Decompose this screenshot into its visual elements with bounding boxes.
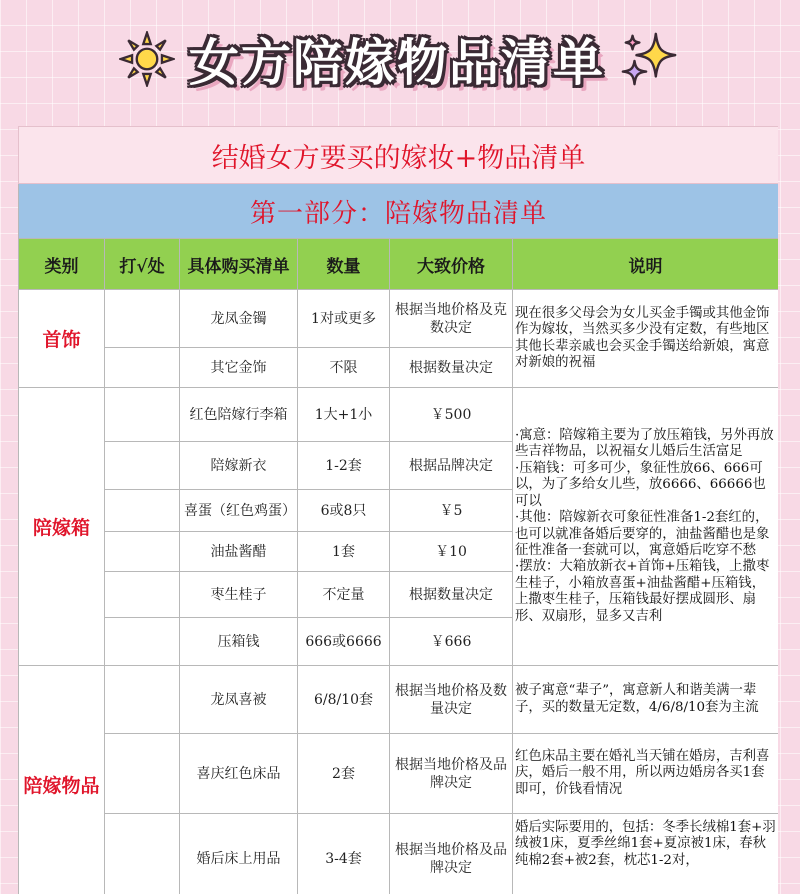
item-price: ￥5 <box>390 490 513 532</box>
check-cell[interactable] <box>105 666 180 734</box>
check-cell[interactable] <box>105 490 180 532</box>
check-cell[interactable] <box>105 734 180 814</box>
item-quantity: 不定量 <box>298 572 390 618</box>
check-cell[interactable] <box>105 572 180 618</box>
sun-icon <box>119 31 175 87</box>
dowry-table <box>18 126 778 894</box>
item-quantity: 1-2套 <box>298 442 390 490</box>
item-quantity: 6/8/10套 <box>298 666 390 734</box>
item-quantity: 2套 <box>298 734 390 814</box>
item-quantity: 1对或更多 <box>298 290 390 348</box>
dowry-list-card <box>18 126 778 894</box>
column-header-notes: 说明 <box>513 239 779 290</box>
item-quantity: 6或8只 <box>298 490 390 532</box>
table-row <box>19 666 779 734</box>
column-header-check: 打√处 <box>105 239 180 290</box>
table-row <box>19 814 779 894</box>
item-price: 根据当地价格及数量决定 <box>390 666 513 734</box>
item-quantity: 3-4套 <box>298 814 390 894</box>
item-name: 红色陪嫁行李箱 <box>180 388 298 442</box>
category-dowry-items: 陪嫁物品 <box>19 666 105 894</box>
item-price: ￥10 <box>390 532 513 572</box>
table-row <box>19 734 779 814</box>
item-name: 压箱钱 <box>180 618 298 666</box>
check-cell[interactable] <box>105 348 180 388</box>
item-quantity: 1大+1小 <box>298 388 390 442</box>
note-bedding-red: 红色床品主要在婚礼当天铺在婚房，吉利喜庆，婚后一般不用，所以两边婚房各买1套即可，价钱看情况 <box>513 734 779 814</box>
item-price: 根据数量决定 <box>390 348 513 388</box>
category-jewelry: 首饰 <box>19 290 105 388</box>
item-name: 枣生桂子 <box>180 572 298 618</box>
item-price: 根据当地价格及品牌决定 <box>390 814 513 894</box>
check-cell[interactable] <box>105 442 180 490</box>
item-name: 陪嫁新衣 <box>180 442 298 490</box>
column-header-category: 类别 <box>19 239 105 290</box>
column-header-price: 大致价格 <box>390 239 513 290</box>
note-dowry-box: ·寓意：陪嫁箱主要为了放压箱钱，另外再放些吉祥物品，以祝福女儿婚后生活富足 ·压箱钱：可多可少，象征性放66、666可以，为了多给女儿些，放6666、66666也可以 ·其他：陪嫁新衣可象征性准备1-2套红的，也可以就准备婚后要穿的，油盐酱醋也是象征性准备一套就可以，寓意婚后吃穿不愁 ·摆放：大箱放新衣+首饰+压箱钱，上撒枣生桂子，小箱放喜蛋+油盐酱醋+压箱钱，上撒枣生桂子，压箱钱最好摆成圆形、扇形、双扇形，显多又吉利 <box>513 388 779 666</box>
page-title: 女方陪嫁物品清单 <box>189 34 605 92</box>
item-price: 根据当地价格及克数决定 <box>390 290 513 348</box>
item-quantity: 1套 <box>298 532 390 572</box>
item-name: 其它金饰 <box>180 348 298 388</box>
check-cell[interactable] <box>105 388 180 442</box>
item-quantity: 666或6666 <box>298 618 390 666</box>
item-price: 根据数量决定 <box>390 572 513 618</box>
check-cell[interactable] <box>105 618 180 666</box>
table-row <box>19 290 779 348</box>
item-name: 婚后床上用品 <box>180 814 298 894</box>
check-cell[interactable] <box>105 290 180 348</box>
column-header-quantity: 数量 <box>298 239 390 290</box>
note-bedding-after: 婚后实际要用的，包括：冬季长绒棉1套+羽绒被1床，夏季丝绵1套+夏凉被1床，春秋纯棉2套+被2套，枕芯1-2对， <box>513 814 779 894</box>
item-name: 油盐酱醋 <box>180 532 298 572</box>
note-jewelry: 现在很多父母会为女儿买金手镯或其他金饰作为嫁妆，当然买多少没有定数，有些地区其他长辈亲戚也会买金手镯送给新娘，寓意对新娘的祝福 <box>513 290 779 388</box>
check-cell[interactable] <box>105 814 180 894</box>
table-title: 结婚女方要买的嫁妆+物品清单 <box>19 127 779 184</box>
item-name: 喜庆红色床品 <box>180 734 298 814</box>
item-price: 根据当地价格及品牌决定 <box>390 734 513 814</box>
title-row <box>119 23 681 95</box>
sparkle-icon <box>619 28 681 90</box>
item-quantity: 不限 <box>298 348 390 388</box>
item-name: 龙凤金镯 <box>180 290 298 348</box>
item-price: 根据品牌决定 <box>390 442 513 490</box>
section-title: 第一部分：陪嫁物品清单 <box>19 184 779 239</box>
item-price: ￥500 <box>390 388 513 442</box>
item-name: 喜蛋（红色鸡蛋） <box>180 490 298 532</box>
item-price: ￥666 <box>390 618 513 666</box>
item-name: 龙凤喜被 <box>180 666 298 734</box>
check-cell[interactable] <box>105 532 180 572</box>
category-dowry-box: 陪嫁箱 <box>19 388 105 666</box>
table-row <box>19 388 779 442</box>
note-quilt: 被子寓意“辈子”，寓意新人和谐美满一辈子，买的数量无定数，4/6/8/10套为主流 <box>513 666 779 734</box>
page-header <box>0 0 800 126</box>
column-header-item: 具体购买清单 <box>180 239 298 290</box>
